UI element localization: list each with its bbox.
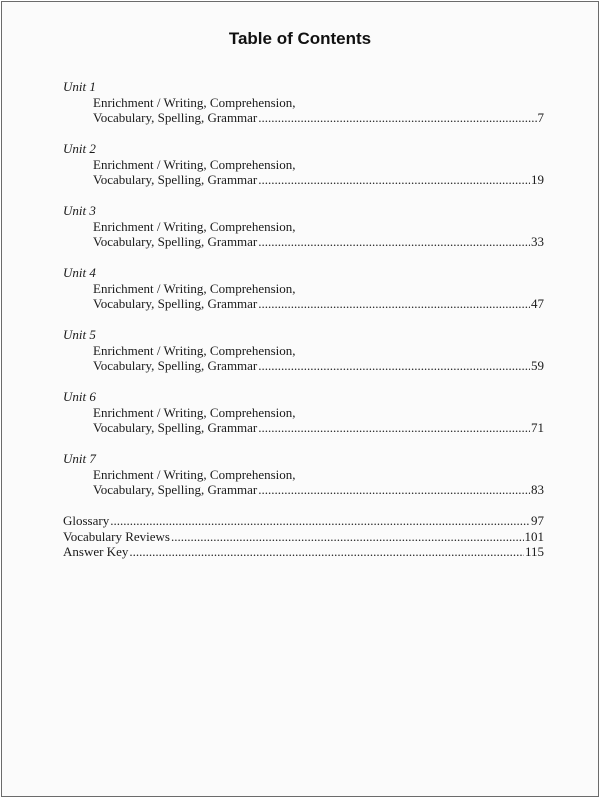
toc-unit-7 — [63, 451, 544, 498]
page-number: 47 — [531, 296, 544, 311]
page-number: 83 — [531, 482, 544, 497]
unit-topics-line: Enrichment / Writing, Comprehension, — [93, 342, 296, 358]
toc-entry — [63, 358, 544, 374]
unit-topics-line: Vocabulary, Spelling, Grammar — [93, 358, 258, 373]
page-number: 59 — [531, 358, 544, 373]
dot-leader — [171, 529, 524, 545]
unit-topics-line: Vocabulary, Spelling, Grammar — [93, 296, 258, 311]
toc-unit-6 — [63, 389, 544, 436]
unit-heading: Unit 1 — [63, 79, 96, 94]
unit-topics-line: Enrichment / Writing, Comprehension, — [93, 218, 296, 234]
page-title: Table of Contents — [228, 29, 372, 48]
toc-entry — [63, 110, 544, 126]
page-number: 101 — [524, 528, 544, 544]
unit-heading: Unit 6 — [63, 389, 96, 404]
entry-label: Vocabulary Reviews — [63, 528, 170, 544]
toc-unit-5 — [63, 327, 544, 374]
dot-leader — [258, 110, 536, 126]
toc-unit-3 — [63, 203, 544, 250]
entry-label: Glossary — [63, 513, 110, 528]
page-number: 97 — [531, 513, 544, 528]
unit-topics-line: Enrichment / Writing, Comprehension, — [93, 94, 296, 110]
page-number: 7 — [537, 110, 544, 125]
unit-topics-line: Vocabulary, Spelling, Grammar — [93, 234, 258, 249]
dot-leader — [258, 358, 530, 374]
toc-unit-4 — [63, 265, 544, 312]
toc-entry — [63, 234, 544, 250]
unit-topics-line: Vocabulary, Spelling, Grammar — [93, 482, 258, 497]
unit-topics-line: Enrichment / Writing, Comprehension, — [93, 156, 296, 172]
dot-leader — [258, 296, 530, 312]
unit-heading: Unit 4 — [63, 265, 96, 280]
toc-unit-2 — [63, 141, 544, 188]
unit-topics-line: Enrichment / Writing, Comprehension, — [93, 280, 296, 296]
table-of-contents — [63, 79, 544, 560]
dot-leader — [129, 544, 524, 560]
dot-leader — [258, 420, 530, 436]
unit-heading: Unit 5 — [63, 327, 96, 342]
page-number: 19 — [531, 172, 544, 187]
unit-topics-line: Enrichment / Writing, Comprehension, — [93, 404, 296, 420]
toc-entry — [63, 420, 544, 436]
toc-entry — [63, 482, 544, 498]
page-number: 71 — [531, 420, 544, 435]
toc-entry — [63, 296, 544, 312]
toc-unit-1 — [63, 79, 544, 126]
back-matter-list — [63, 513, 544, 560]
toc-entry — [63, 172, 544, 188]
entry-label: Answer Key — [63, 544, 129, 559]
toc-entry-vocabulary-reviews — [63, 529, 544, 545]
dot-leader — [258, 234, 530, 250]
toc-entry-answer-key — [63, 544, 544, 560]
unit-topics-line: Vocabulary, Spelling, Grammar — [93, 172, 258, 187]
unit-heading: Unit 2 — [63, 141, 96, 156]
page-number: 115 — [524, 544, 544, 559]
dot-leader — [258, 172, 530, 188]
unit-heading: Unit 3 — [63, 203, 96, 218]
toc-entry-glossary — [63, 513, 544, 529]
dot-leader — [258, 482, 530, 498]
unit-topics-line: Vocabulary, Spelling, Grammar — [93, 420, 258, 435]
page-number: 33 — [531, 234, 544, 249]
unit-topics-line: Vocabulary, Spelling, Grammar — [93, 110, 258, 125]
unit-topics-line: Enrichment / Writing, Comprehension, — [93, 466, 296, 482]
unit-heading: Unit 7 — [63, 451, 96, 466]
dot-leader — [110, 513, 530, 529]
